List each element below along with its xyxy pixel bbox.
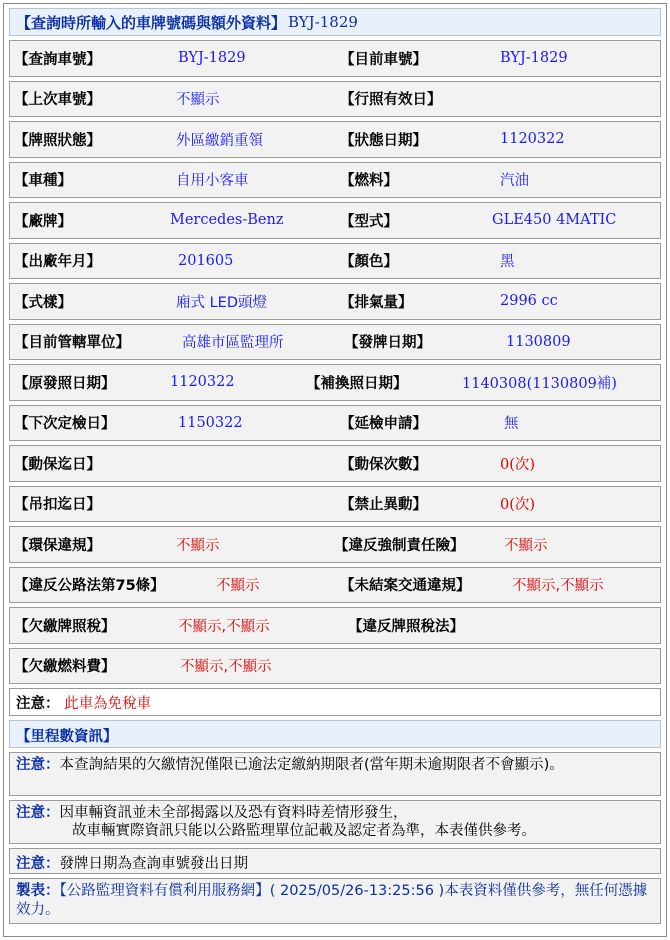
tax-note-label: 注意：: [16, 696, 60, 712]
value-vehicle-type: 自用小客車: [176, 173, 249, 190]
tax-exempt-note: [9, 688, 661, 716]
note-overdue: [9, 752, 661, 796]
report-sheet: [3, 3, 667, 937]
query-banner: [9, 8, 661, 36]
label-open-traffic-violations: 【未結案交通違規】: [340, 578, 471, 595]
row-jurisdiction: [9, 324, 661, 361]
label-issue-date: 【發牌日期】: [344, 335, 431, 352]
label-environmental-violation: 【環保違規】: [14, 537, 101, 554]
value-unpaid-fuel-fee: 不顯示,不顯示: [180, 659, 272, 676]
note-disclaimer-line1: 因車輛資訊並未全部揭露以及恐有資料時差情形發生，: [59, 805, 408, 821]
label-insurance-violation: 【違反強制責任險】: [334, 537, 465, 554]
note-disclaimer-label: 注意：: [16, 805, 60, 821]
value-model: GLE450 4MATIC: [492, 212, 617, 229]
value-body-style: 廂式 LED頭燈: [176, 294, 268, 311]
label-color: 【顏色】: [340, 254, 398, 271]
row-brand: [9, 202, 661, 239]
note-issue-date-label: 注意：: [16, 856, 60, 872]
banner-title: 【查詢時所輸入的車牌號碼與額外資料】: [16, 13, 287, 32]
label-unpaid-license-tax: 【欠繳牌照稅】: [14, 618, 116, 635]
note-issue-date: [9, 848, 661, 874]
value-highway-act-violation: 不顯示: [216, 578, 260, 595]
note-issue-date-text: 發牌日期為查詢車號發出日期: [59, 856, 248, 872]
value-plate-status: 外區繳銷重領: [176, 132, 263, 149]
banner-plate: BYJ-1829: [288, 13, 358, 31]
value-open-traffic-violations: 不顯示,不顯示: [512, 578, 604, 595]
label-suspension-end-date: 【吊扣迄日】: [14, 497, 101, 514]
label-highway-act-violation: 【違反公路法第75條】: [14, 578, 165, 595]
note-disclaimer: [9, 800, 661, 844]
label-inspection-extension: 【延檢申請】: [340, 416, 427, 433]
label-fuel: 【燃料】: [340, 173, 398, 190]
label-mortgage-count: 【動保次數】: [340, 456, 427, 473]
footer-source: 【公路監理資料有償利用服務網】: [59, 883, 270, 899]
row-inspection: [9, 405, 661, 442]
value-query-plate: BYJ-1829: [178, 50, 246, 67]
label-displacement: 【排氣量】: [340, 294, 413, 311]
row-vehicle-type: [9, 162, 661, 199]
value-brand: Mercedes-Benz: [170, 212, 284, 229]
footer-timestamp: ( 2025/05/26-13:25:56 ): [269, 883, 445, 899]
value-displacement: 2996 cc: [500, 293, 558, 310]
label-transfer-ban: 【禁止異動】: [340, 497, 427, 514]
value-next-inspection: 1150322: [178, 414, 243, 431]
label-model: 【型式】: [340, 213, 398, 230]
note-disclaimer-line2: 故車輛實際資訊只能以公路監理單位記載及認定者為準，本表僅供參考。: [72, 823, 536, 839]
value-current-plate: BYJ-1829: [500, 50, 568, 67]
label-manufacture-date: 【出廠年月】: [14, 254, 101, 271]
value-status-date: 1120322: [500, 131, 565, 148]
value-transfer-ban: 0(次): [500, 497, 536, 514]
label-next-inspection: 【下次定檢日】: [14, 416, 116, 433]
value-inspection-extension: 無: [504, 416, 519, 433]
value-jurisdiction: 高雄市區監理所: [182, 335, 284, 352]
value-issue-date: 1130809: [506, 333, 571, 350]
footer-label: 製表：: [16, 883, 60, 899]
value-environmental-violation: 不顯示: [176, 537, 220, 554]
mileage-section-header: [9, 720, 661, 748]
note-overdue-label: 注意：: [16, 757, 60, 773]
row-license-tax: [9, 607, 661, 644]
row-environmental: [9, 526, 661, 563]
footer-text: 本表資料僅供參考，無任何憑據效力。: [16, 883, 648, 918]
tax-note-text: 此車為免稅車: [64, 696, 152, 712]
label-reissue-date: 【補換照日期】: [306, 375, 408, 392]
row-previous-plate: [9, 81, 661, 118]
label-license-tax-violation: 【違反牌照稅法】: [348, 618, 464, 635]
footer-credit: [9, 878, 661, 924]
row-plate-status: [9, 121, 661, 158]
value-manufacture-date: 201605: [178, 252, 234, 269]
row-highway-act: [9, 567, 661, 604]
row-original-license: [9, 364, 661, 401]
label-brand: 【廠牌】: [14, 213, 72, 230]
value-unpaid-license-tax: 不顯示,不顯示: [178, 618, 270, 635]
label-plate-status: 【牌照狀態】: [14, 132, 101, 149]
value-fuel: 汽油: [500, 173, 529, 190]
note-overdue-text: 本查詢結果的欠繳情況僅限已逾法定繳納期限者(當年期未逾期限者不會顯示)。: [59, 757, 564, 773]
value-original-license-date: 1120322: [170, 374, 235, 391]
row-fuel-fee: [9, 648, 661, 685]
label-query-plate: 【查詢車號】: [14, 51, 101, 68]
row-body-style: [9, 283, 661, 320]
value-insurance-violation: 不顯示: [504, 537, 548, 554]
row-plate-number: [9, 40, 661, 77]
label-status-date: 【狀態日期】: [340, 132, 427, 149]
label-unpaid-fuel-fee: 【欠繳燃料費】: [14, 659, 116, 676]
value-previous-plate: 不顯示: [176, 92, 220, 109]
mileage-title: 【里程數資訊】: [16, 729, 118, 745]
label-jurisdiction: 【目前管轄單位】: [14, 335, 130, 352]
label-previous-plate: 【上次車號】: [14, 92, 101, 109]
label-vehicle-type: 【車種】: [14, 173, 72, 190]
row-chattel-mortgage: [9, 445, 661, 482]
value-mortgage-count: 0(次): [500, 456, 536, 473]
value-color: 黑: [500, 254, 515, 271]
value-reissue-date: 1140308(1130809補): [462, 375, 617, 392]
label-mortgage-end-date: 【動保迄日】: [14, 456, 101, 473]
label-license-valid-date: 【行照有效日】: [340, 92, 442, 109]
row-suspension: [9, 486, 661, 523]
label-current-plate: 【目前車號】: [340, 51, 427, 68]
label-original-license-date: 【原發照日期】: [14, 375, 116, 392]
row-manufacture-date: [9, 243, 661, 280]
label-body-style: 【式樣】: [14, 294, 72, 311]
